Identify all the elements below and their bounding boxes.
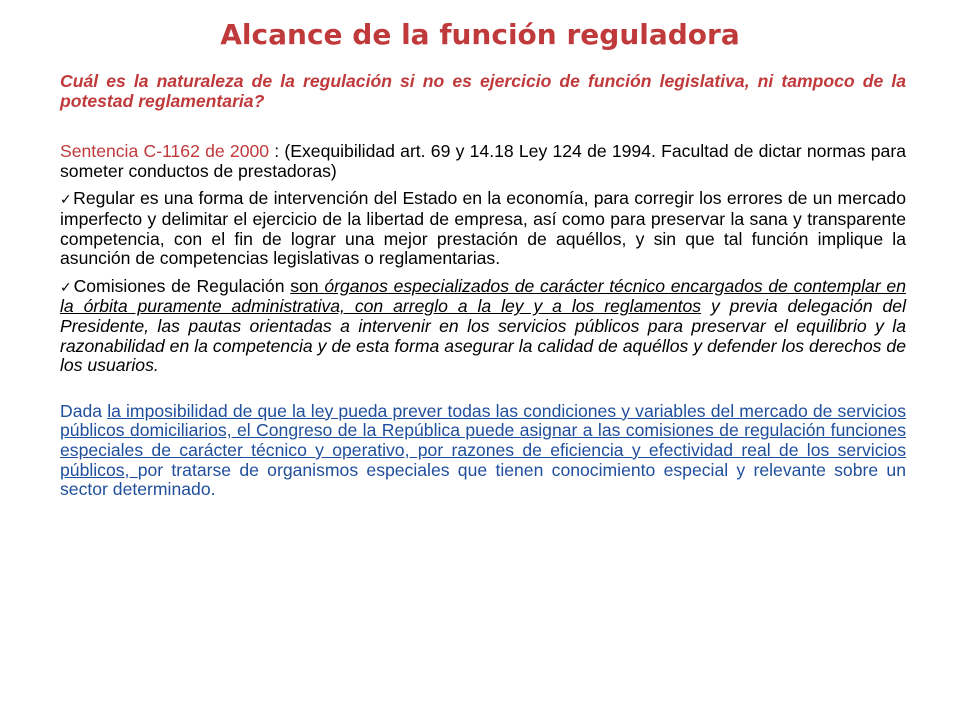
- check-icon: ✓: [60, 278, 73, 295]
- question-text: Cuál es la naturaleza de la regulación si no es ejercicio de función legislativa, ni tampoco de la potestad reglamentaria?: [60, 71, 906, 111]
- bullet-rest-2: y previa delegación del Presidente, las pautas orientadas a intervenir en los servicios públicos para preservar el equilibrio y la razonabilidad en la competencia y de esta forma asegurar la calidad de aquéllos y defender los derechos de los usuarios.: [60, 296, 906, 376]
- bullet-underlined-a: son: [290, 275, 325, 296]
- bullet-item-1: [60, 189, 906, 268]
- ruling-paragraph: [60, 142, 906, 181]
- ruling-text: (Exequibilidad art. 69 y 14.18 Ley 124 de 1994. Facultad de dictar normas para someter conductos de prestadoras): [60, 141, 906, 181]
- check-icon: ✓: [60, 191, 73, 208]
- bullet-text-1: Regular es una forma de intervención del Estado en la economía, para corregir los errores de un mercado imperfecto y delimitar el ejercicio de la libertad de empresa, así como para preservar la sana y transparente competencia, con el fin de lograr una mejor prestación de aquéllos, y sin que tal función implique la asunción de competencias legislativas o reglamentarias.: [60, 188, 907, 269]
- closing-lead: Dada: [60, 400, 108, 421]
- slide-body: [60, 72, 906, 500]
- closing-underlined: la imposibilidad de que la ley pueda prever todas las condiciones y variables del mercado de servicios públicos domiciliarios, el Congreso de la República puede asignar a las comisiones de regulación funciones especiales de carácter técnico y operativo, por razones de eficiencia y efectividad real de los servicios públicos,: [60, 400, 906, 480]
- slide-title: Alcance de la función reguladora: [220, 18, 740, 51]
- closing-rest: por tratarse de organismos especiales que tienen conocimiento especial y relevante sobre un sector determinado.: [60, 459, 906, 500]
- ruling-colon: :: [274, 141, 285, 162]
- closing-paragraph: [60, 402, 906, 500]
- bullet-lead-2: Comisiones de Regulación: [73, 275, 291, 296]
- ruling-reference: Sentencia C-1162 de 2000: [60, 141, 275, 162]
- bullet-item-2: [60, 277, 906, 376]
- bullet-underlined-b: órganos especializados de carácter técnico encargados de contemplar en la órbita puramente administrativa, con arreglo a la ley y a los reglamentos: [60, 275, 906, 317]
